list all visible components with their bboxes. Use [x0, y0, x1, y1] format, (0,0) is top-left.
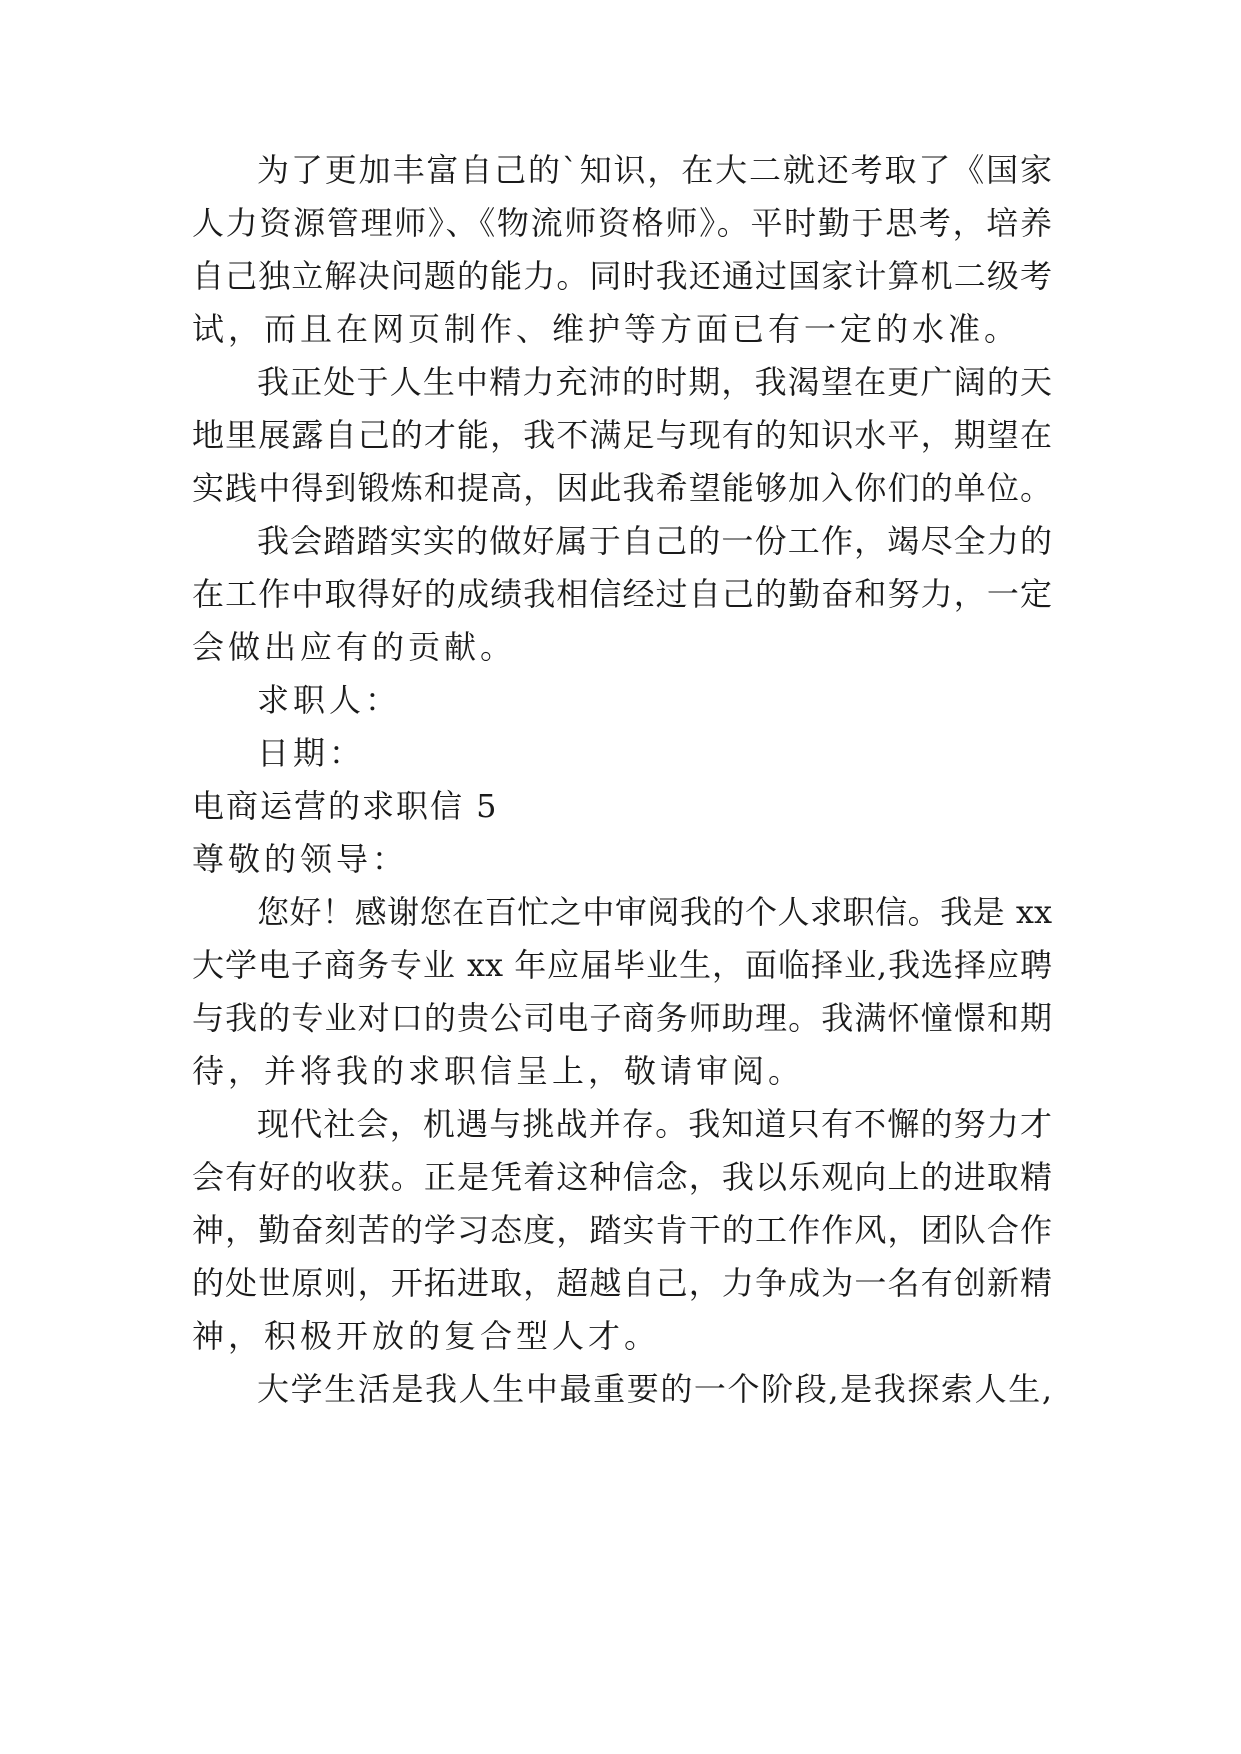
text-line: 会有好的收获。正是凭着这种信念，我以乐观向上的进取精 [192, 1158, 1052, 1196]
applicant-label: 求职人： [257, 681, 402, 719]
text-line: 现代社会，机遇与挑战并存。我知道只有不懈的努力才 [257, 1105, 1052, 1143]
text-line: 我正处于人生中精力充沛的时期，我渴望在更广阔的天 [257, 363, 1052, 401]
text-line: 大学电子商务专业 xx 年应届毕业生，面临择业,我选择应聘 [192, 946, 1052, 984]
text-line: 的处世原则，开拓进取，超越自己，力争成为一名有创新精 [192, 1264, 1052, 1302]
text-line: 大学生活是我人生中最重要的一个阶段,是我探索人生, [257, 1370, 1052, 1408]
text-line: 自己独立解决问题的能力。同时我还通过国家计算机二级考 [192, 257, 1052, 295]
salutation: 尊敬的领导： [192, 840, 409, 878]
date-label: 日期： [257, 734, 366, 772]
text-line: 地里展露自己的才能，我不满足与现有的知识水平，期望在 [192, 416, 1052, 454]
text-line: 会做出应有的贡献。 [192, 628, 517, 666]
text-line: 人力资源管理师》、《物流师资格师》。平时勤于思考，培养 [192, 204, 1052, 242]
text-line: 为了更加丰富自己的`知识，在大二就还考取了《国家 [257, 151, 1052, 189]
text-line: 神，积极开放的复合型人才。 [192, 1317, 661, 1355]
text-line: 实践中得到锻炼和提高，因此我希望能够加入你们的单位。 [192, 469, 1052, 507]
text-line: 在工作中取得好的成绩我相信经过自己的勤奋和努力，一定 [192, 575, 1052, 613]
text-line: 神，勤奋刻苦的学习态度，踏实肯干的工作作风，团队合作 [192, 1211, 1052, 1249]
text-line: 与我的专业对口的贵公司电子商务师助理。我满怀憧憬和期 [192, 999, 1052, 1037]
section-heading: 电商运营的求职信 5 [192, 787, 499, 825]
text-line: 待，并将我的求职信呈上，敬请审阅。 [192, 1052, 805, 1090]
text-line: 试，而且在网页制作、维护等方面已有一定的水准。 [192, 310, 1021, 348]
text-line: 您好！感谢您在百忙之中审阅我的个人求职信。我是 xx [257, 893, 1052, 931]
text-line: 我会踏踏实实的做好属于自己的一份工作，竭尽全力的 [257, 522, 1052, 560]
